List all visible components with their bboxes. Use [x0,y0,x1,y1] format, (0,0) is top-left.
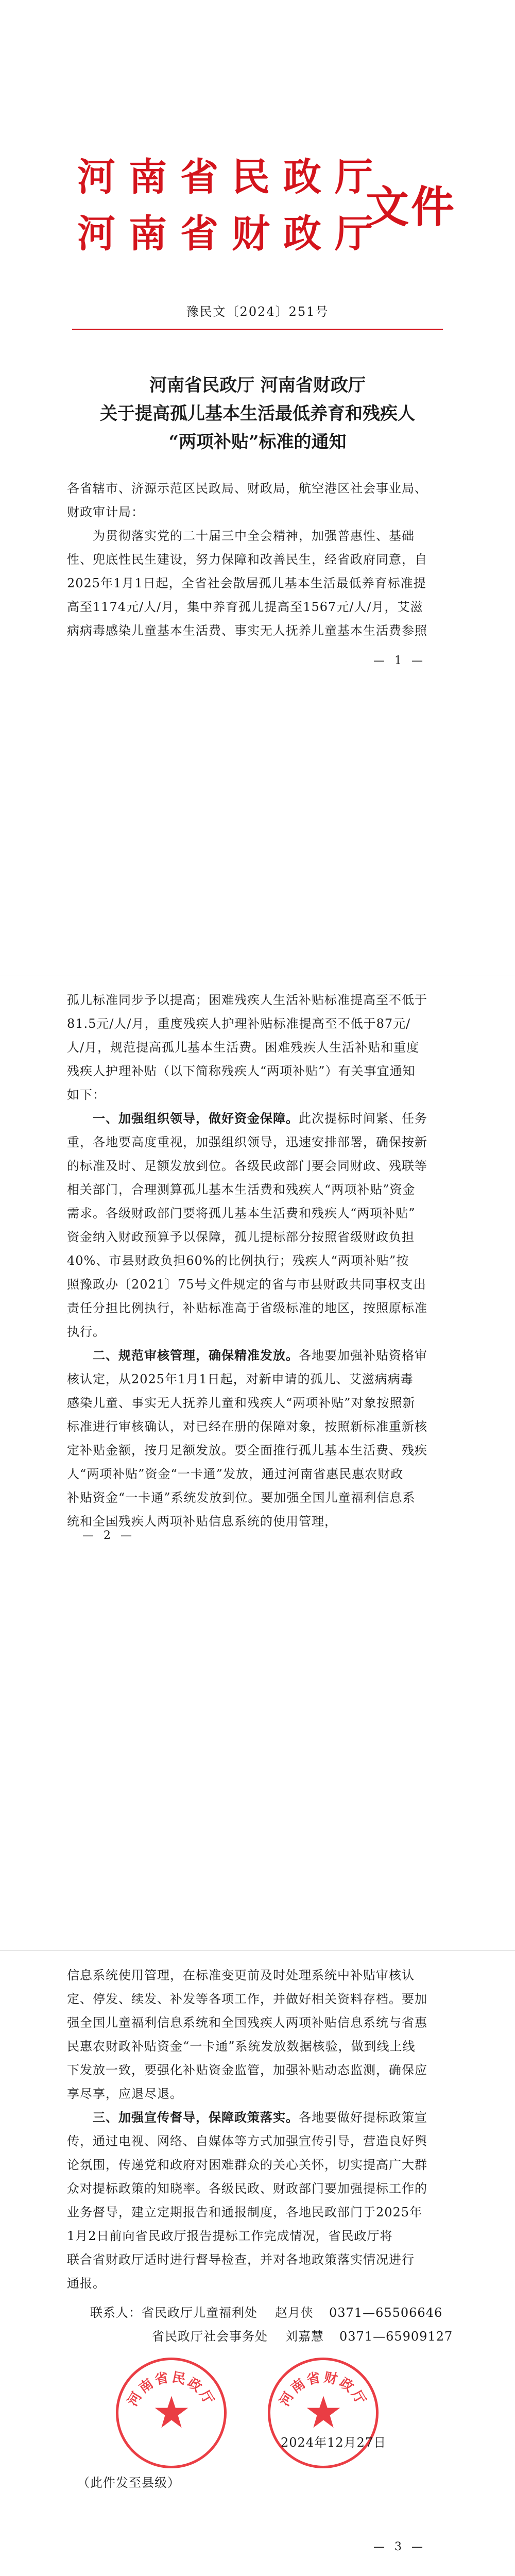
body-line: 业务督导，建立定期报告和通报制度，各地民政部门于2025年 [67,2205,423,2219]
distribution-note: （此件发至县级） [77,2476,180,2490]
page-2 [0,975,515,1950]
body-line: 人“两项补贴”资金“一卡通”发放，通过河南省惠民惠农财政 [67,1467,404,1481]
red-divider [72,329,443,330]
body-line: 重，各地要高度重视，加强组织领导，迅速安排部署，确保按新 [67,1135,427,1149]
body-line: 民惠农财政补贴资金“一卡通”系统发放数据核验，做到线上线 [67,2039,416,2054]
contact-row [152,2325,453,2348]
body-line: 81.5元/人/月，重度残疾人护理补贴标准提高至不低于87元/ [67,1016,411,1031]
body-line: 人/月，规范提高孤儿基本生活费。困难残疾人生活补贴和重度 [67,1040,420,1055]
body-line: 统和全国残疾人两项补贴信息系统的使用管理， [67,1514,337,1529]
body-line: 标准进行审核确认，对已经在册的保障对象，按照新标准重新核 [67,1419,427,1434]
body-line: 联合省财政厅适时进行督导检查，并对各地政策落实情况进行 [67,2252,415,2267]
body-line: 强全国儿童福利信息系统和全国残疾人两项补贴信息系统与省惠 [67,2015,427,2030]
body-line: 资金纳入财政预算予以保障，孤儿提标部分按照省级财政负担 [67,1230,415,1244]
section-3-heading: 三、加强宣传督导，保障政策落实。 [67,2110,299,2125]
seal-text: 河南省民政厅 [125,2369,218,2409]
contact-phone: 0371—65506646 [329,2306,443,2320]
section-2-heading: 二、规范审核管理，确保精准发放。 [67,1348,299,1363]
body-line: 信息系统使用管理，在标准变更前及时处理系统中补贴审核认 [67,1968,415,1982]
body-line: 补贴资金“一卡通”系统发放到位。要加强全国儿童福利信息系 [67,1490,416,1505]
body-line: 的标准及时、足额发放到位。各级民政部门要会同财政、残联等 [67,1159,427,1173]
body-line: 下发放一致，要强化补贴资金监管，加强补贴动态监测，确保应 [67,2063,427,2077]
body-line: 定补贴金额，按月足额发放。要全面推行孤儿基本生活费、残疾 [67,1443,427,1458]
body-line: 论氛围，传递党和政府对困难群众的关心关怀，切实提高广大群 [67,2158,427,2172]
document-header [77,147,457,276]
body-line: 各省辖市、济源示范区民政局、财政局，航空港区社会事业局、 [67,481,427,496]
issuer-finance: 河南省财政厅 [77,212,386,256]
body-line: 2025年1月1日起，全省社会散居孤儿基本生活最低养育标准提 [67,576,426,590]
body-line: 享尽享，应退尽退。 [67,2087,183,2101]
contact-row [90,2301,442,2325]
contact-name: 刘嘉慧 [285,2329,324,2344]
page-number: — 3 — [373,2540,426,2553]
document-number: 豫民文〔2024〕251号 [186,304,329,319]
body-line: 如下： [67,1088,106,1102]
section-3-line [67,2106,427,2129]
issue-date: 2024年12月27日 [281,2435,387,2450]
body-line: 性、兜底性民生建设，努力保障和改善民生，经省政府同意，自 [67,552,427,567]
contact-dept: 省民政厅儿童福利处 [142,2306,258,2320]
issuer-civil-affairs: 河南省民政厅 [77,155,386,199]
body-line: 病病毒感染儿童基本生活费、事实无人抚养儿童基本生活费参照 [67,623,427,638]
section-2-text: 各地要加强补贴资格审 [299,1348,427,1363]
body-line: 40%、市县财政负担60%的比例执行；残疾人“两项补贴”按 [67,1253,409,1268]
section-1-line [67,1107,427,1130]
seal-text: 河南省财政厅 [277,2369,370,2409]
body-line: 1月2日前向省民政厅报告提标工作完成情况，省民政厅将 [67,2229,393,2243]
body-line: 残疾人护理补贴（以下简称残疾人“两项补贴”）有关事宜通知 [67,1064,416,1078]
body-line: 需求。各级财政部门要将孤儿基本生活费和残疾人“两项补贴” [67,1206,416,1221]
contact-dept: 省民政厅社会事务处 [152,2329,268,2344]
body-line: 为贯彻落实党的二十届三中全会精神，加强普惠性、基础 [67,529,415,543]
page-1 [0,0,515,975]
body-line: 传，通过电视、网络、自媒体等方式加强宣传引导，营造良好舆 [67,2134,427,2148]
star-icon [153,2394,190,2430]
body-line: 核认定，从2025年1月1日起，对新申请的孤儿、艾滋病病毒 [67,1372,414,1386]
star-icon [305,2394,341,2430]
section-2-line [67,1344,427,1367]
body-line: 定、停发、续发、补发等各项工作，并做好相关资料存档。要加 [67,1992,427,2006]
body-line: 高至1174元/人/月，集中养育孤儿提高至1567元/人/月，艾滋 [67,600,423,614]
body-line: 财政审计局： [67,505,144,519]
body-line: 通报。 [67,2276,106,2291]
title-line-1: 河南省民政厅 河南省财政厅 [149,375,366,396]
section-1-text: 此次提标时间紧、任务 [299,1111,427,1126]
body-line: 感染儿童、事实无人抚养儿童和残疾人“两项补贴”对象按照新 [67,1396,416,1410]
body-line: 孤儿标准同步予以提高；困难残疾人生活补贴标准提高至不低于 [67,993,427,1007]
title-line-3: “两项补贴”标准的通知 [168,432,347,452]
page-3 [0,1951,515,2576]
body-line: 责任分担比例执行，补贴标准高于省级标准的地区，按照原标准 [67,1301,427,1315]
page-number: — 2 — [82,1529,135,1542]
section-1-heading: 一、加强组织领导，做好资金保障。 [67,1111,299,1126]
document-word: 文件 [366,181,457,232]
contact-prefix: 联系人： [90,2306,142,2320]
title-line-2: 关于提高孤儿基本生活最低养育和残疾人 [100,403,415,424]
body-line: 相关部门，合理测算孤儿基本生活费和残疾人“两项补贴”资金 [67,1182,416,1197]
seal-civil-affairs [116,2358,227,2468]
contact-name: 赵月侠 [275,2306,314,2320]
body-line: 执行。 [67,1325,106,1339]
page-number: — 1 — [373,654,426,667]
contact-phone: 0371—65909127 [339,2329,453,2344]
body-line: 照豫政办〔2021〕75号文件规定的省与市县财政共同事权支出 [67,1277,426,1292]
section-3-text: 各地要做好提标政策宣 [299,2110,427,2125]
body-line: 众对提标政策的知晓率。各级民政、财政部门要加强提标工作的 [67,2181,427,2196]
